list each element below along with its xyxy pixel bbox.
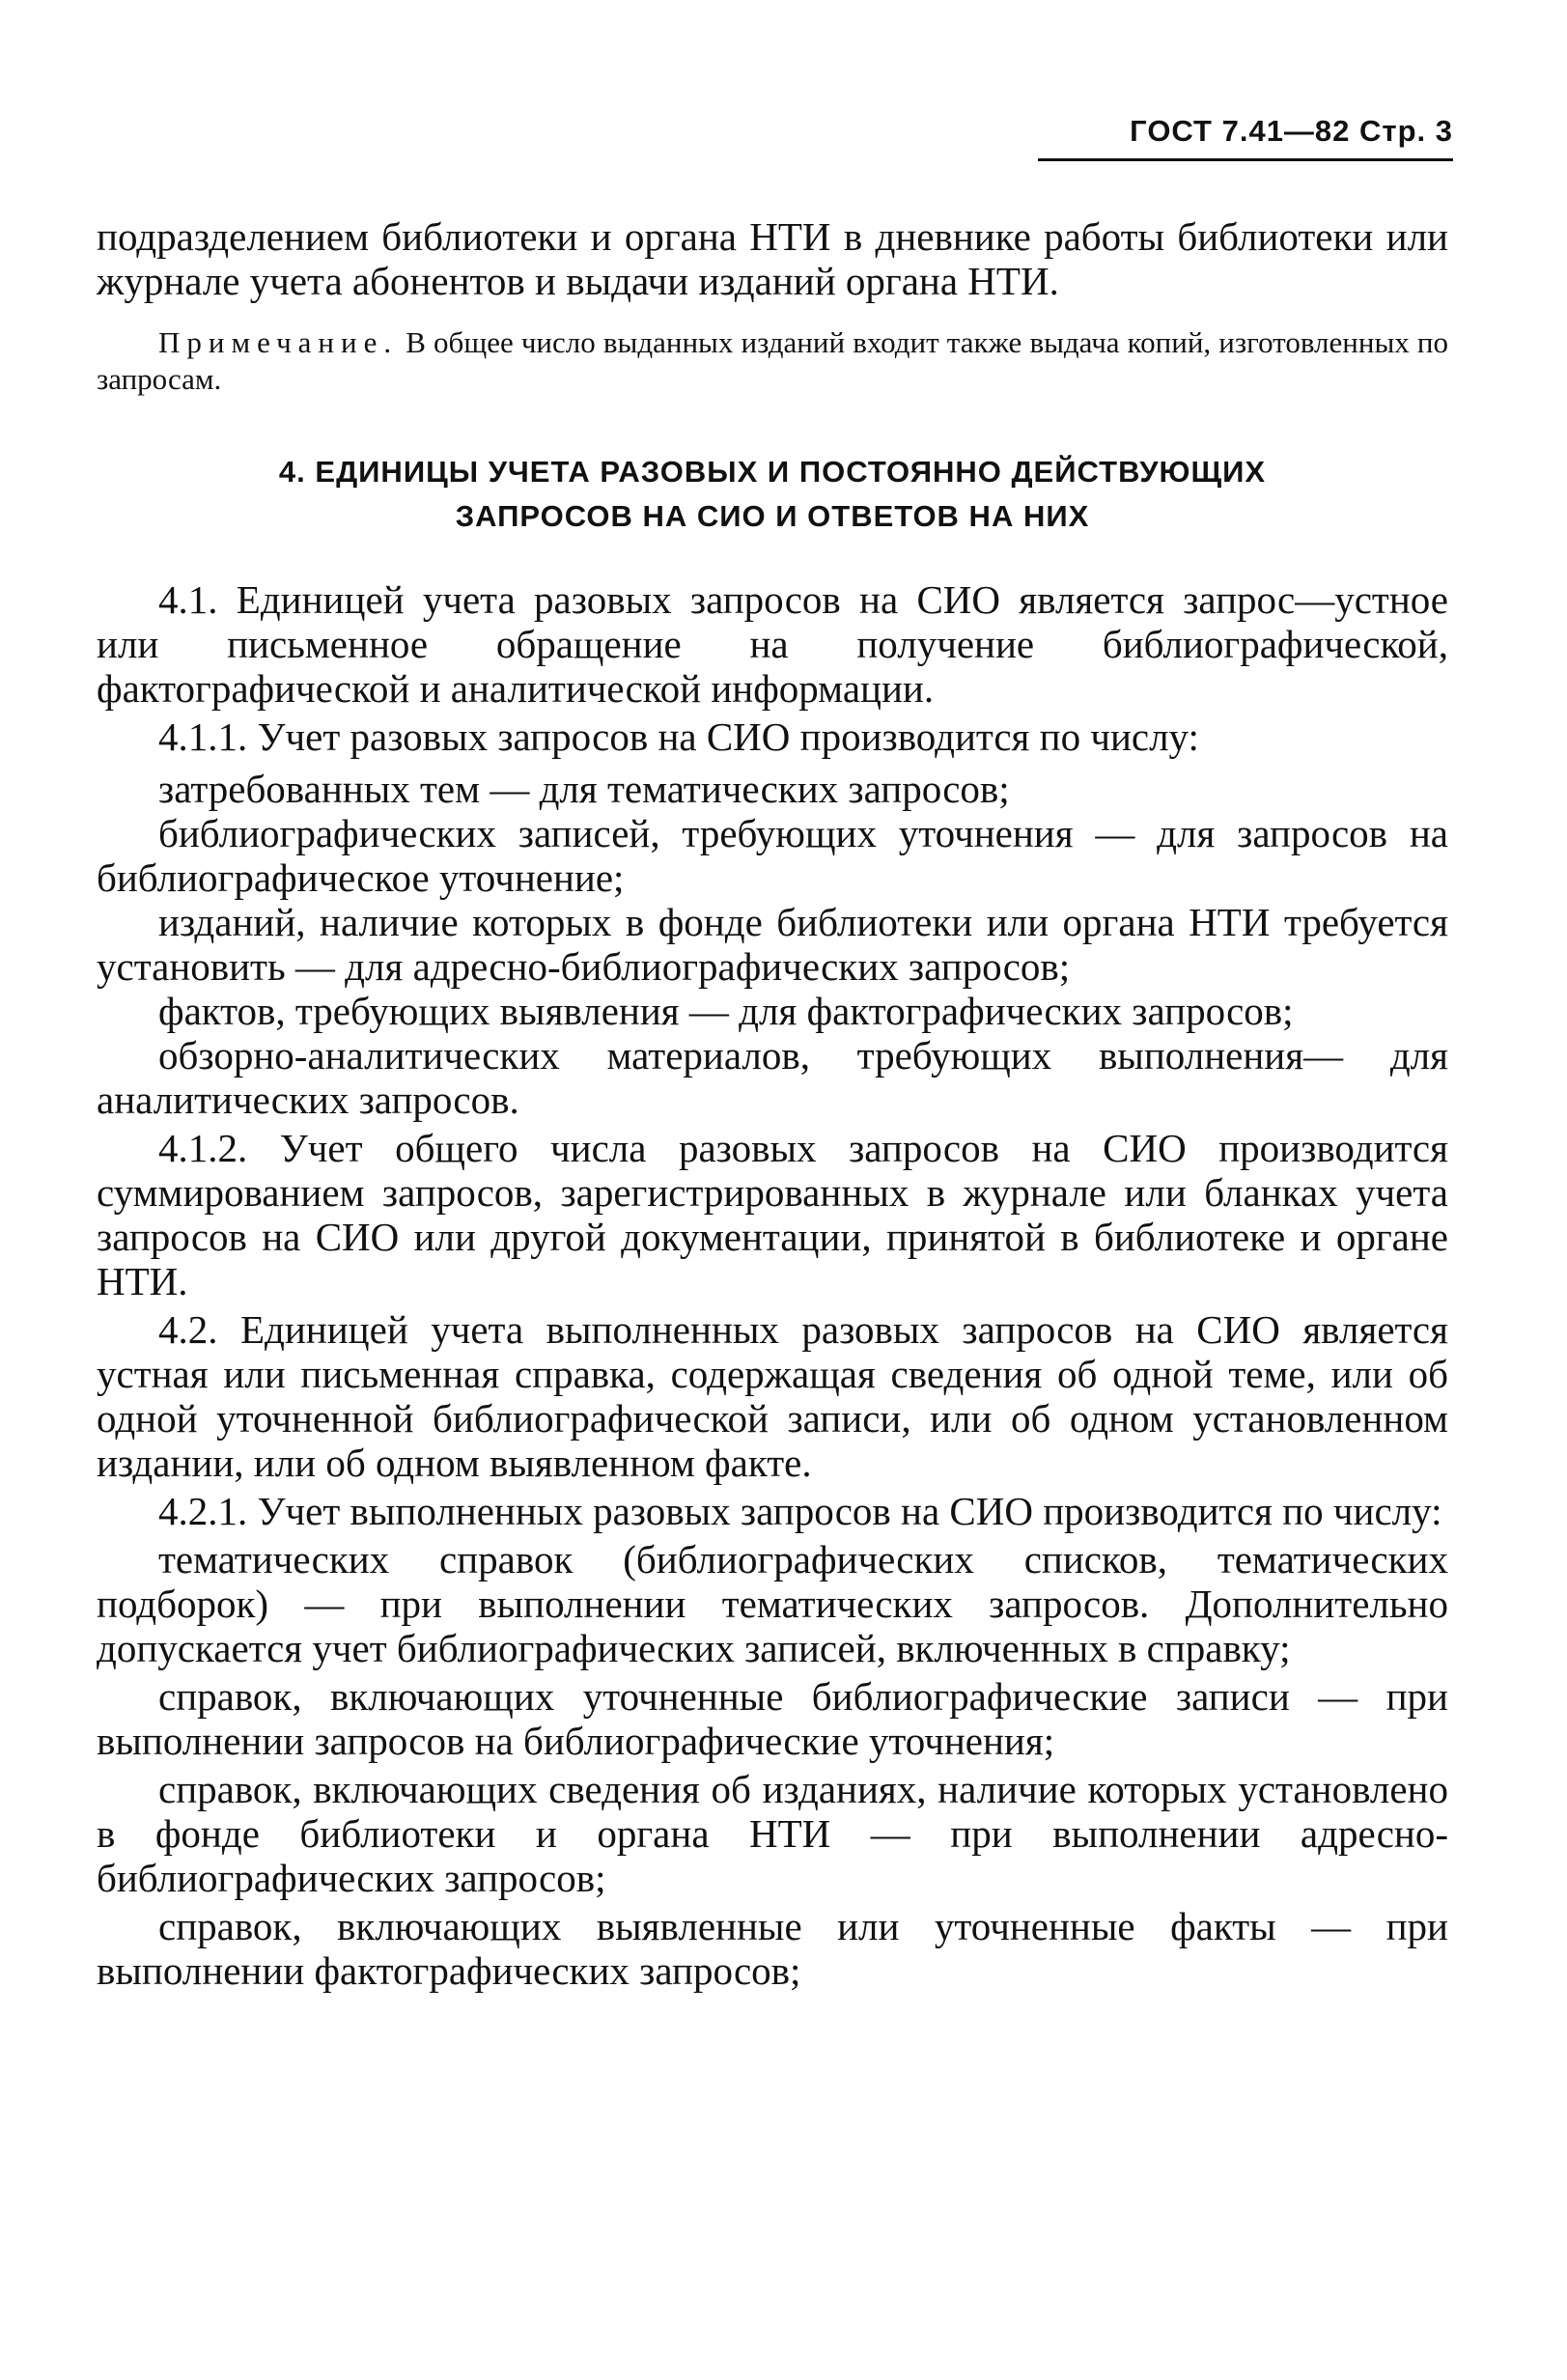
section-4-title-line-2: ЗАПРОСОВ НА СИО И ОТВЕТОВ НА НИХ xyxy=(455,499,1090,533)
list-item: фактов, требующих выявления — для фактографических запросов; xyxy=(158,989,1294,1033)
paragraph-continuation: подразделением библиотеки и органа НТИ в дневнике работы библиотеки или журнале учета абонентов и выдачи изданий органа НТИ. xyxy=(97,214,1448,303)
section-4-title xyxy=(97,450,1448,539)
clause-4-1-2: 4.1.2. Учет общего числа разовых запросов на СИО производится суммированием запросов, зарегистрированных в журнале или бланках учета запросов на СИО или другой документации, принятой в библиотеке и органе НТИ. xyxy=(97,1126,1448,1303)
note-label: Примечание. xyxy=(158,325,399,359)
clause-4-1-1: 4.1.1. Учет разовых запросов на СИО производится по числу: xyxy=(158,714,1199,759)
clause-4-2-1: 4.2.1. Учет выполненных разовых запросов на СИО производится по числу: xyxy=(158,1489,1442,1533)
list-item: затребованных тем — для тематических запросов; xyxy=(158,767,1010,811)
list-item: справок, включающих уточненные библиографические записи — при выполнении запросов на библиографические уточнения; xyxy=(97,1674,1448,1763)
list-item: справок, включающих выявленные или уточненные факты — при выполнении фактографических запросов; xyxy=(97,1904,1448,1993)
note xyxy=(97,324,1448,398)
section-4-title-line-1: 4. ЕДИНИЦЫ УЧЕТА РАЗОВЫХ И ПОСТОЯННО ДЕЙСТВУЮЩИХ xyxy=(278,455,1267,489)
note-text: В общее число выданных изданий входит также выдача копий, изготовленных по запросам. xyxy=(97,325,1448,396)
list-item: справок, включающих сведения об изданиях, наличие которых установлено в фонде библиотеки и органа НТИ — при выполнении адресно-библиографических запросов; xyxy=(97,1767,1448,1900)
list-item: библиографических записей, требующих уточнения — для запросов на библиографическое уточнение; xyxy=(97,811,1448,900)
page-content xyxy=(97,214,1448,1993)
list-item: изданий, наличие которых в фонде библиотеки или органа НТИ требуется установить — для адресно-библиографических запросов; xyxy=(97,900,1448,989)
list-item: обзорно-аналитических материалов, требующих выполнения— для аналитических запросов. xyxy=(97,1033,1448,1122)
list-item: тематических справок (библиографических списков, тематических подборок) — при выполнении тематических запросов. Дополнительно допускается учет библиографических записей, включенных в справку; xyxy=(97,1537,1448,1670)
clause-4-1: 4.1. Единицей учета разовых запросов на СИО является запрос—устное или письменное обращение на получение библиографической, фактографической и аналитической информации. xyxy=(97,577,1448,711)
page-header: ГОСТ 7.41—82 Стр. 3 xyxy=(1038,114,1453,161)
clause-4-2: 4.2. Единицей учета выполненных разовых запросов на СИО является устная или письменная справка, содержащая сведения об одной теме, или об одной уточненной библиографической записи, или об одном установленном издании, или об одном выявленном факте. xyxy=(97,1307,1448,1485)
